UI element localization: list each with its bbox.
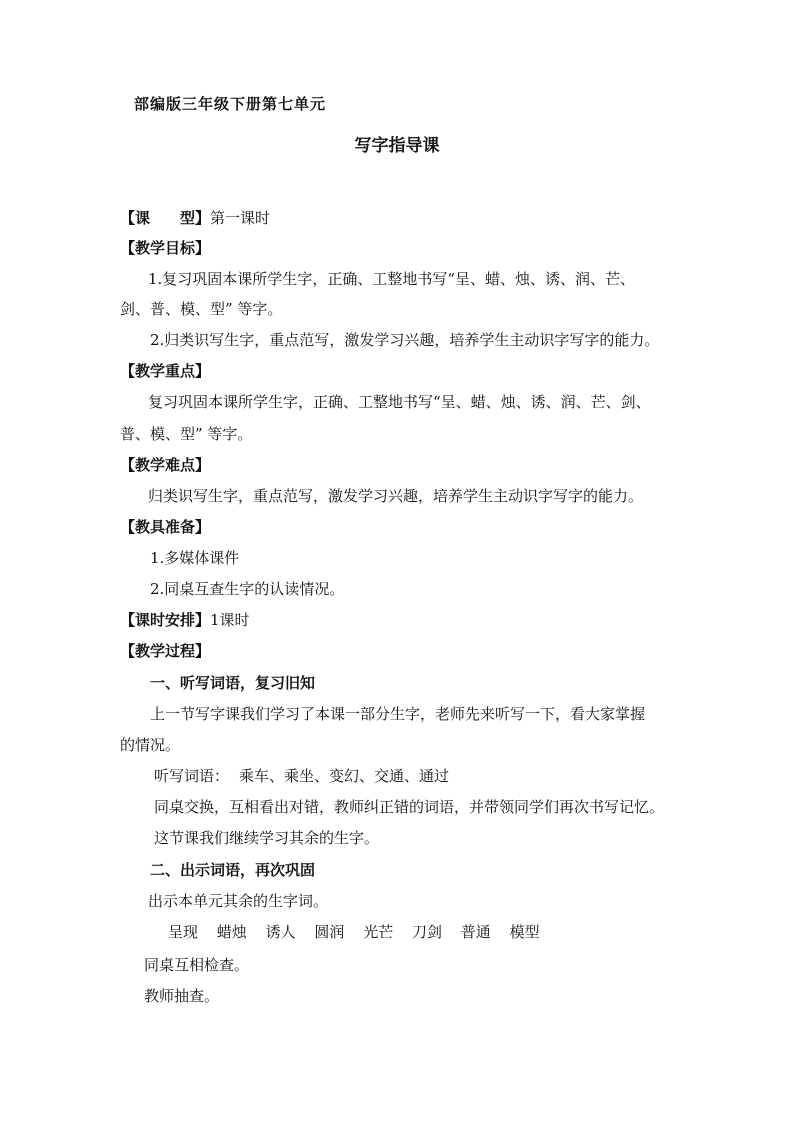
process-part-1-para-2: 同桌交换，互相看出对错，教师纠正错的词语，并带领同学们再次书写记忆。 xyxy=(154,798,665,816)
schedule-value: 1课时 xyxy=(210,611,250,629)
schedule-label: 【课时安排】 xyxy=(120,611,211,629)
difficulties-text: 归类识写生字，重点范写，激发学习兴趣，培养学生主动识字写字的能力。 xyxy=(148,487,644,505)
word-item: 刀剑 xyxy=(411,923,442,941)
word-item: 模型 xyxy=(509,923,540,941)
preparation-item-2: 2.同桌互查生字的认读情况。 xyxy=(150,580,345,598)
key-points-line-2: 普、模、型” 等字。 xyxy=(120,425,253,443)
word-list xyxy=(168,922,554,942)
goals-heading: 【教学目标】 xyxy=(120,239,211,257)
process-part-1-para-3: 这节课我们继续学习其余的生字。 xyxy=(154,829,380,847)
process-part-1-para-1-line-1: 上一节写字课我们学习了本课一部分生字，老师先来听写一下，看大家掌握 xyxy=(150,705,646,723)
word-item: 光芒 xyxy=(363,923,394,941)
preparation-heading: 【教具准备】 xyxy=(120,518,211,536)
page-title: 写字指导课 xyxy=(354,136,440,156)
process-part-2-title: 二、出示词语，再次巩固 xyxy=(150,861,316,879)
process-part-2-para-3: 教师抽查。 xyxy=(144,987,220,1005)
lesson-type-label: 【课 型】 xyxy=(120,209,211,227)
lesson-type-row xyxy=(120,208,270,228)
schedule-row xyxy=(120,610,250,630)
process-heading: 【教学过程】 xyxy=(120,642,211,660)
process-part-2-para-2: 同桌互相检查。 xyxy=(144,956,250,974)
series-header: 部编版三年级下册第七单元 xyxy=(134,95,327,113)
dictation-row xyxy=(154,766,449,786)
word-item: 蜡烛 xyxy=(216,923,247,941)
process-part-1-para-1-line-2: 的情况。 xyxy=(120,736,181,754)
preparation-item-1: 1.多媒体课件 xyxy=(150,549,240,567)
goal-2: 2.归类识写生字，重点范写，激发学习兴趣，培养学生主动识字写字的能力。 xyxy=(150,331,660,349)
word-item: 呈现 xyxy=(168,923,199,941)
difficulties-heading: 【教学难点】 xyxy=(120,456,211,474)
key-points-heading: 【教学重点】 xyxy=(120,362,211,380)
goal-1-line-1: 1.复习巩固本课所学生字，正确、工整地书写“呈、蜡、烛、诱、润、芒、 xyxy=(148,270,635,288)
goal-1-line-2: 剑、普、模、型” 等字。 xyxy=(120,300,283,318)
word-item: 圆润 xyxy=(314,923,345,941)
dictation-words: 乘车、乘坐、变幻、交通、通过 xyxy=(239,767,450,785)
dictation-label: 听写词语： xyxy=(154,767,230,785)
key-points-line-1: 复习巩固本课所学生字，正确、工整地书写“呈、蜡、烛、诱、润、芒、剑、 xyxy=(148,393,651,411)
process-part-2-para-1: 出示本单元其余的生字词。 xyxy=(148,892,329,910)
word-item: 诱人 xyxy=(265,923,296,941)
lesson-type-value: 第一课时 xyxy=(210,209,271,227)
process-part-1-title: 一、听写词语，复习旧知 xyxy=(150,674,316,692)
word-item: 普通 xyxy=(460,923,491,941)
